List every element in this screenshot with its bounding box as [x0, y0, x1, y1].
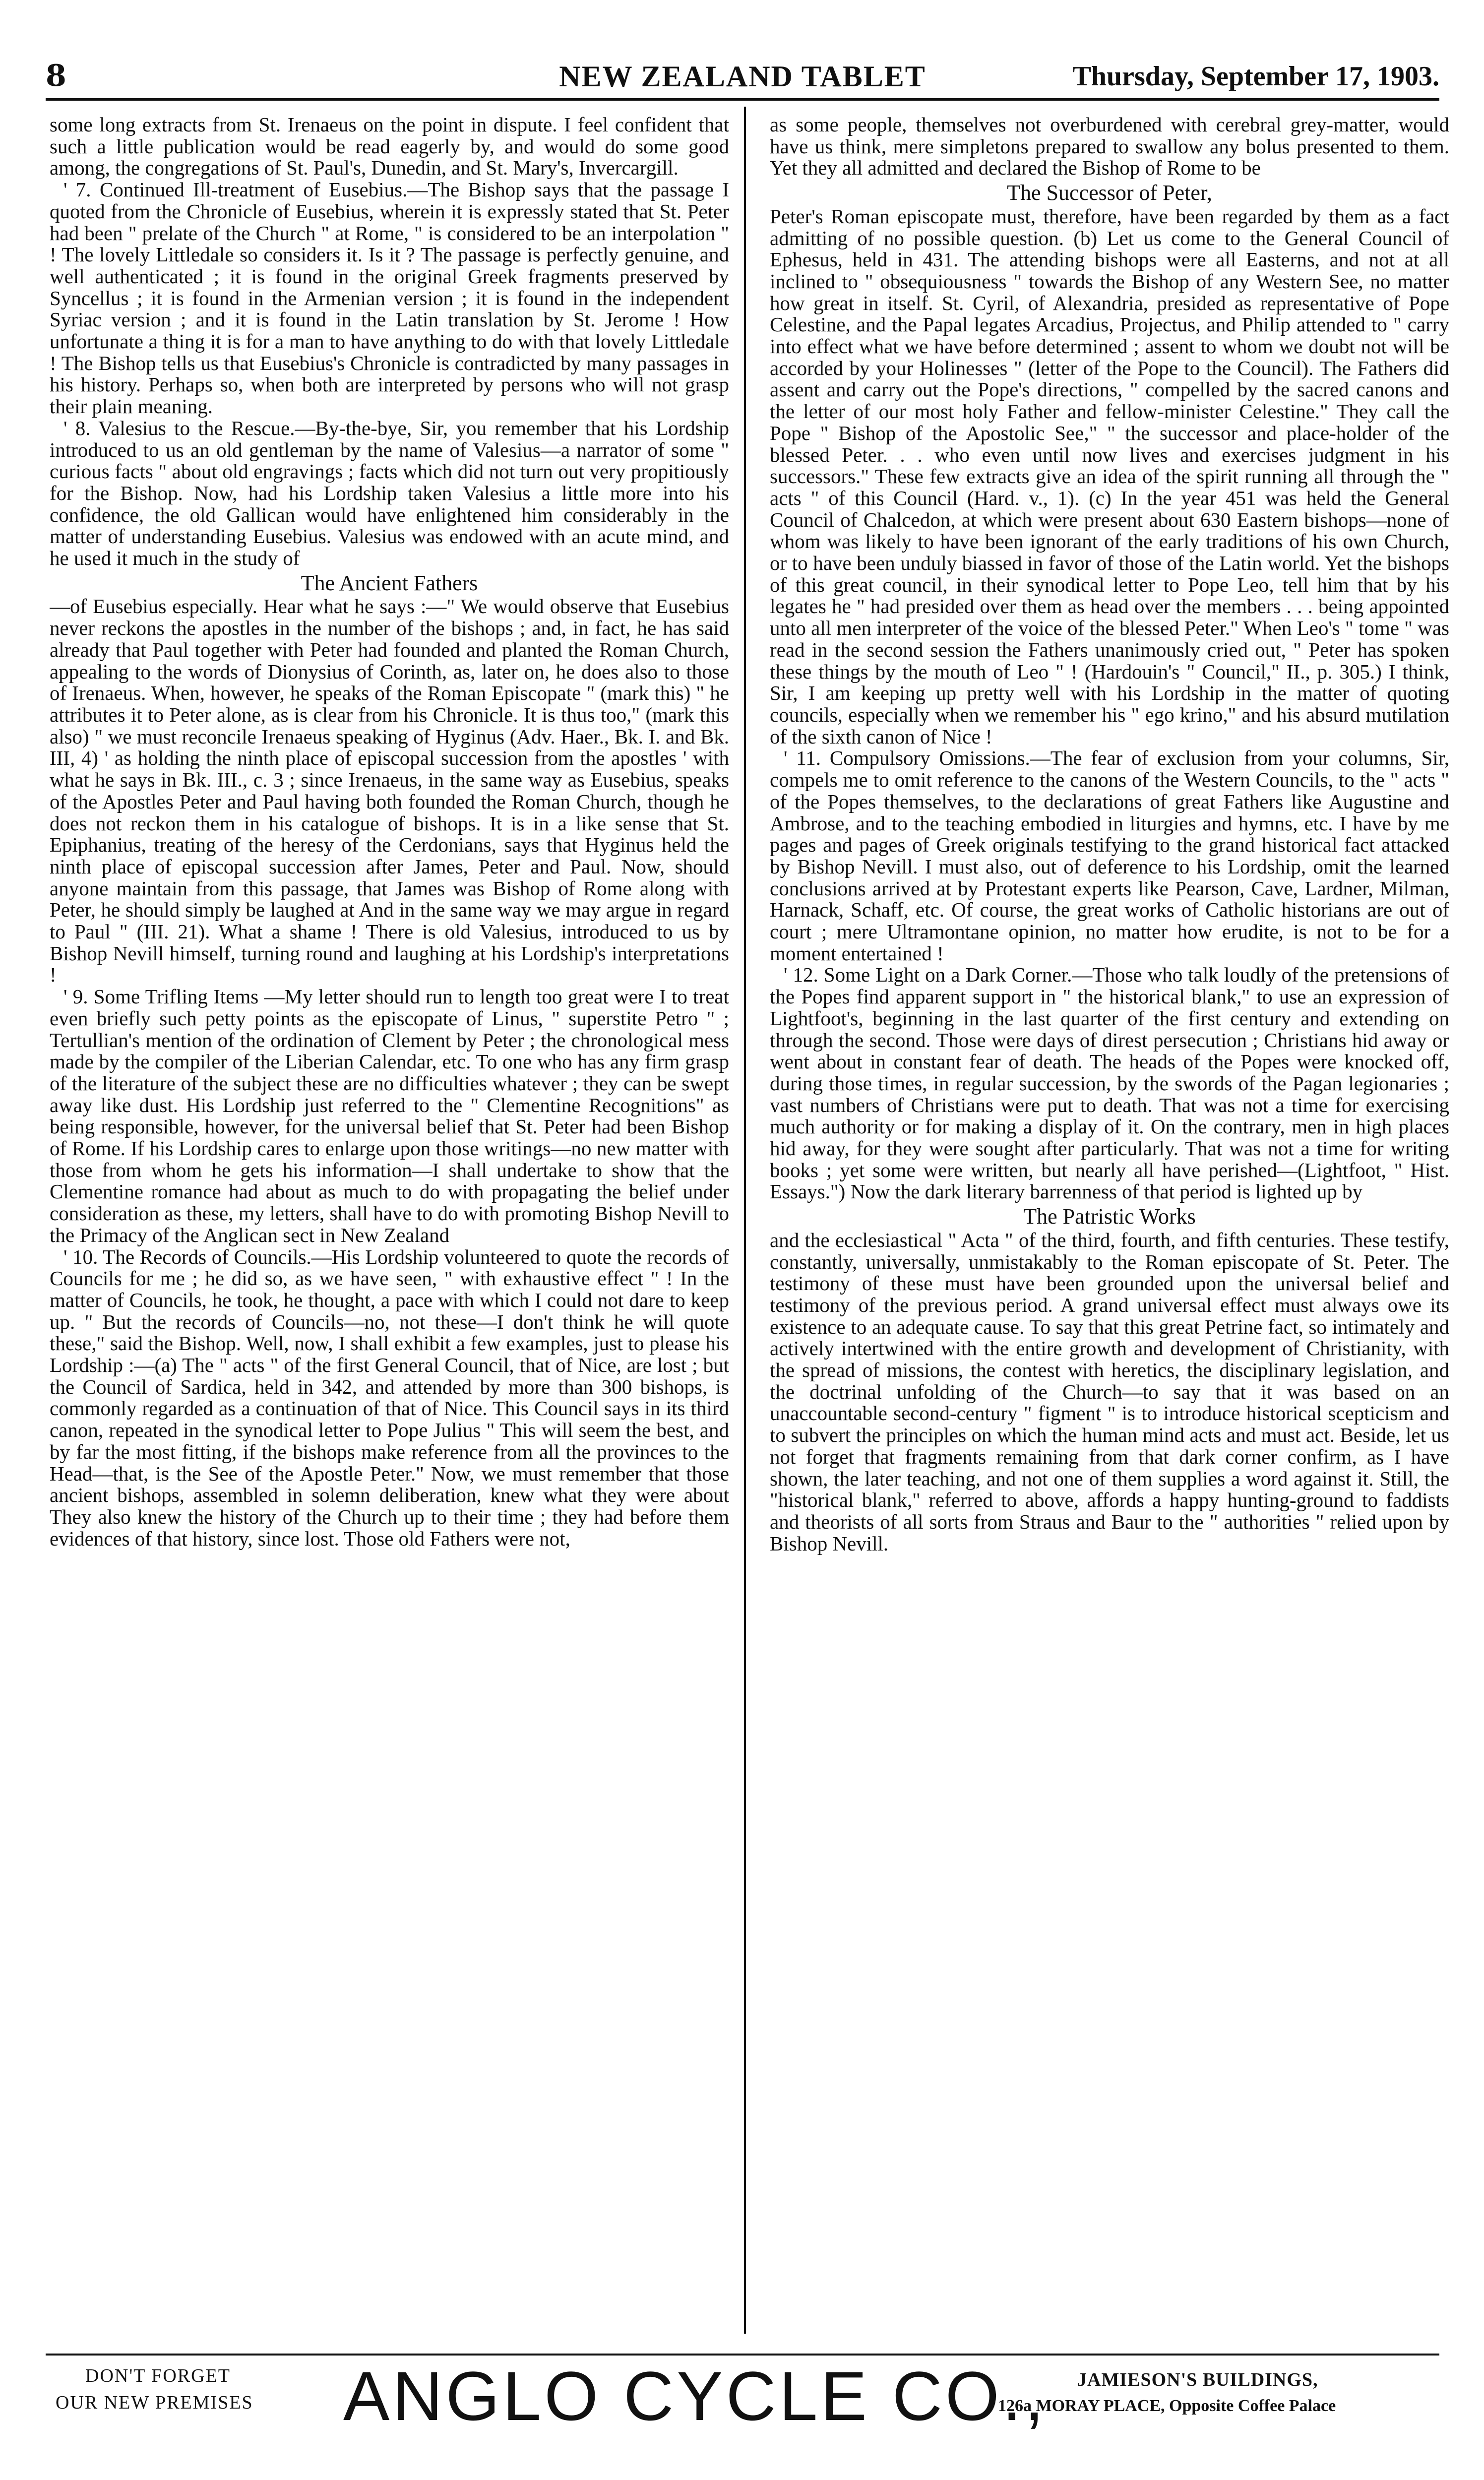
paragraph: and the ecclesiastical " Acta " of the third, fourth, and fifth centuries. These testify, constantly, universally, unmistakably to the Roman episcopate of St. Peter. The testimony of these must have been grounded upon the universal belief and testimony of the previous period. A grand universal effect must always owe its existence to an adequate cause. To say that this great Petrine fact, so intimately and actively intertwined with the entire growth and development of Christianity, with the spread of missions, the contest with heretics, the disciplinary legislation, and the doctrinal unfolding of the Church—to say that it was based on an unaccountable second-century " figment " is to introduce historical scepticism and to subvert the principles on which the human mind acts and must act. Beside, let us not forget that fragments remaining from that dark corner confirm, as I have shown, the later teaching, and not one of them supplies a word against it. Still, the "historical blank," referred to above, affords a happy hunting-ground to faddists and theorists of all sorts from Straus and Baur to the " authorities " relied upon by Bishop Nevill. — [770, 1228, 1449, 1555]
issue-date: Thursday, September 17, 1903. — [1072, 61, 1439, 92]
header-rule — [46, 98, 1439, 101]
masthead — [46, 55, 1439, 99]
section-heading: The Ancient Fathers — [301, 570, 478, 595]
paragraph: ' 10. The Records of Councils.—His Lordship volunteered to quote the records of Councils for me ; he did so, as we have seen, " with exhaustive effect " ! In the matter of Councils, he took, he thought, a pace with which I could not dare to keep up. " But the records of Councils—no, not these—I don't think he will quote these," said the Bishop. Well, now, I shall exhibit a few examples, just to please his Lordship :—(a) The " acts " of the first General Council, that of Nice, are lost ; but the Council of Sardica, held in 342, and attended by more than 300 bishops, is commonly regarded as a continuation of that of Nice. This Council says in its third canon, repeated in the synodical letter to Pope Julius " This will seem the best, and by far the most fitting, if the bishops make reference from all the provinces to the Head—that, is the See of the Apostle Peter." Now, we must remember that those ancient bishops, assembled in solemn deliberation, knew what they were about They also knew the history of the Church up to their time ; they had before them evidences of that history, since lost. Those old Fathers were not, — [50, 1245, 729, 1550]
ad-building: JAMIESON'S BUILDINGS, — [1077, 2369, 1318, 2390]
ad-address: 126a MORAY PLACE, Opposite Coffee Palace — [998, 2397, 1336, 2415]
section-heading: The Successor of Peter, — [1007, 181, 1212, 205]
paragraph: some long extracts from St. Irenaeus on the point in dispute. I feel confident that such a little publication would be read eagerly by, and would do some good among, the congregations of St. Paul's, Dunedin, and St. Mary's, Invercargill. — [50, 114, 729, 180]
paragraph: —of Eusebius especially. Hear what he says :—" We would observe that Eusebius never reckons the apostles in the number of the bishops ; and, in fact, he has said already that Paul together with Peter had founded and planted the Roman Church, appealing to the words of Dionysius of Corinth, as, later on, he does also to those of Irenaeus. When, however, he speaks of the Roman Episcopate " (mark this) " he attributes it to Peter alone, as is clear from his Chronicle. It is thus too," (mark this also) " we must reconcile Irenaeus speaking of Hyginus (Adv. Haer., Bk. I. and Bk. III, 4) ' as holding the ninth place of episcopal succession from the apostles ' with what he says in Bk. III., c. 3 ; since Irenaeus, in the same way as Eusebius, speaks of the Apostles Peter and Paul having both founded the Roman Church, though he does not reckon them in his catalogue of bishops. It is in a like sense that St. Epiphanius, treating of the heresy of the Cerdonians, says that Hyginus held the ninth place of episcopal succession after James, Peter and Paul. Now, should anyone maintain from this passage, that James was Bishop of Rome along with Peter, he should simply be laughed at And in the same way we may argue in regard to Paul " (III. 21). What a shame ! There is old Valesius, introduced to us by Bishop Nevill himself, turning round and laughing at his Lordship's interpretations ! — [50, 595, 729, 987]
ad-company-name: ANGLO CYCLE CO., — [343, 2357, 1047, 2435]
paragraph: ' 12. Some Light on a Dark Corner.—Those who talk loudly of the pretensions of the Popes find apparent support in " the historical blank," to use an expression of Lightfoot's, beginning in the last quarter of the first century and extending on through the second. Those were days of direst persecution ; Christians hid away or went about in constant fear of death. The heads of the Popes were knocked off, during those times, in regular succession, by the swords of the Pagan legionaries ; vast numbers of Christians were put to death. That was not a time for exercising much authority or for making a display of it. On the contrary, men in high places hid away, for they were sought after particularly. That was not a time for writing books ; yet some were written, but nearly all have perished—(Lightfoot, " Hist. Essays.") Now the dark literary barrenness of that period is lighted up by — [770, 963, 1449, 1203]
page-number: 8 — [46, 59, 66, 93]
ad-line-dont-forget: DON'T FORGET — [85, 2365, 231, 2386]
paragraph: ' 7. Continued Ill-treatment of Eusebius.—The Bishop says that the passage I quoted from the Chronicle of Eusebius, wherein it is expressly stated that St. Peter had been " prelate of the Church " at Rome, " is considered to be an interpolation " ! The lovely Littledale so considers it. Is it ? The passage is perfectly genuine, and well authenticated ; it is found in the original Greek fragments preserved by Syncellus ; it is found in the Armenian version ; it is found in the independent Syriac version ; and it is found in the Latin translation by St. Jerome ! How unfortunate a thing it is for a man to have anything to do with that lovely Littledale ! The Bishop tells us that Eusebius's Chronicle is contradicted by many passages in his history. Perhaps so, when both are interpreted by persons who will not grasp their plain meaning. — [50, 178, 729, 418]
paragraph: as some people, themselves not overburdened with cerebral grey-matter, would have us think, mere simpletons prepared to swallow any bolus presented to them. Yet they all admitted and declared the Bishop of Rome to be — [770, 114, 1449, 180]
newspaper-title: NEW ZEALAND TABLET — [559, 60, 926, 93]
ad-line-premises: OUR NEW PREMISES — [56, 2392, 253, 2413]
right-column — [770, 114, 1449, 2316]
paragraph: ' 9. Some Trifling Items —My letter should run to length too great were I to treat even briefly such petty points as the episcopate of Linus, " superstite Petro " ; Tertullian's mention of the ordination of Clement by Peter ; the chronological mess made by the compiler of the Liberian Calendar, etc. To one who has any firm grasp of the literature of the subject these are no difficulties whatever ; they can be swept away like dust. His Lordship just referred to the " Clementine Recognitions" as being responsible, however, for the universal belief that St. Peter had been Bishop of Rome. If his Lordship cares to enlarge upon those writings—no new matter with those from whom he gets his information—I shall undertake to show that the Clementine romance had about as much to do with propagating the belief under consideration as these, my letters, shall have to do with promoting Bishop Nevill to the Primacy of the Anglican sect in New Zealand — [50, 985, 729, 1246]
footer-rule — [46, 2354, 1439, 2356]
paragraph: Peter's Roman episcopate must, therefore, have been regarded by them as a fact admitting of no possible question. (b) Let us come to the General Council of Ephesus, held in 431. The attending bishops were all Easterns, and not at all inclined to " obsequiousness " towards the Bishop of any Western See, no matter how great in itself. St. Cyril, of Alexandria, presided as representative of Pope Celestine, and the Papal legates Arcadius, Projectus, and Philip attended to " carry into effect what we have before determined ; assent to whom we doubt not will be accorded by your Holinesses " (letter of the Pope to the Council). The Fathers did assent and carry out the Pope's directions, " compelled by the sacred canons and the letter of our most holy Father and fellow-minister Celestine." They call the Pope " Bishop of the Apostolic See," " the successor and place-holder of the blessed Peter. . . who even until now lives and exercises judgment in his successors." These few extracts give an idea of the spirit running all through the " acts " of this Council (Hard. v., 1). (c) In the year 451 was held the General Council of Chalcedon, at which were present about 630 Eastern bishops—none of whom was likely to have been ignorant of the early traditions of his own Church, or to have been unduly biassed in favor of those of the Latin world. Yet the bishops of this great council, in their synodical letter to Pope Leo, tell him that by his legates he " had presided over them as head over the members . . . being appointed unto all men interpreter of the voice of the blessed Peter." When Leo's " tome " was read in the second session the Fathers unanimously cried out, " Peter has spoken these things by the mouth of Leo " ! (Hardouin's " Council," II., p. 305.) I think, Sir, I am keeping up pretty well with his Lordship in the matter of quoting councils, especially when we remember his " ego krino," and his absurd mutilation of the sixth canon of Nice ! — [770, 204, 1449, 748]
column-divider — [744, 107, 746, 2334]
advertisement — [46, 2357, 1439, 2440]
section-heading: The Patristic Works — [1023, 1204, 1196, 1229]
paragraph: ' 11. Compulsory Omissions.—The fear of exclusion from your columns, Sir, compels me to omit reference to the canons of the Western Councils, to the " acts " of the Popes themselves, to the declarations of great Fathers like Augustine and Ambrose, and to the teaching embodied in liturgies and hymns, etc. I have by me pages and pages of Greek originals testifying to the grand historical fact attacked by Bishop Nevill. I must also, out of deference to his Lordship, omit the learned conclusions arrived at by Protestant experts like Pearson, Cave, Lardner, Milman, Harnack, Schaff, etc. Of course, the great works of Catholic historians are out of court ; mere Ultramontane opinion, no matter how erudite, is not to be for a moment entertained ! — [770, 746, 1449, 965]
paragraph: ' 8. Valesius to the Rescue.—By-the-bye, Sir, you remember that his Lordship introduced to us an old gentleman by the name of Valesius—a narrator of some " curious facts " about old engravings ; facts which did not turn out very propitiously for the Bishop. Now, had his Lordship taken Valesius a little more into his confidence, the old Gallican would have enlightened him considerably in the matter of understanding Eusebius. Valesius was endowed with an acute mind, and he used it much in the study of — [50, 416, 729, 570]
left-column — [50, 114, 729, 2316]
